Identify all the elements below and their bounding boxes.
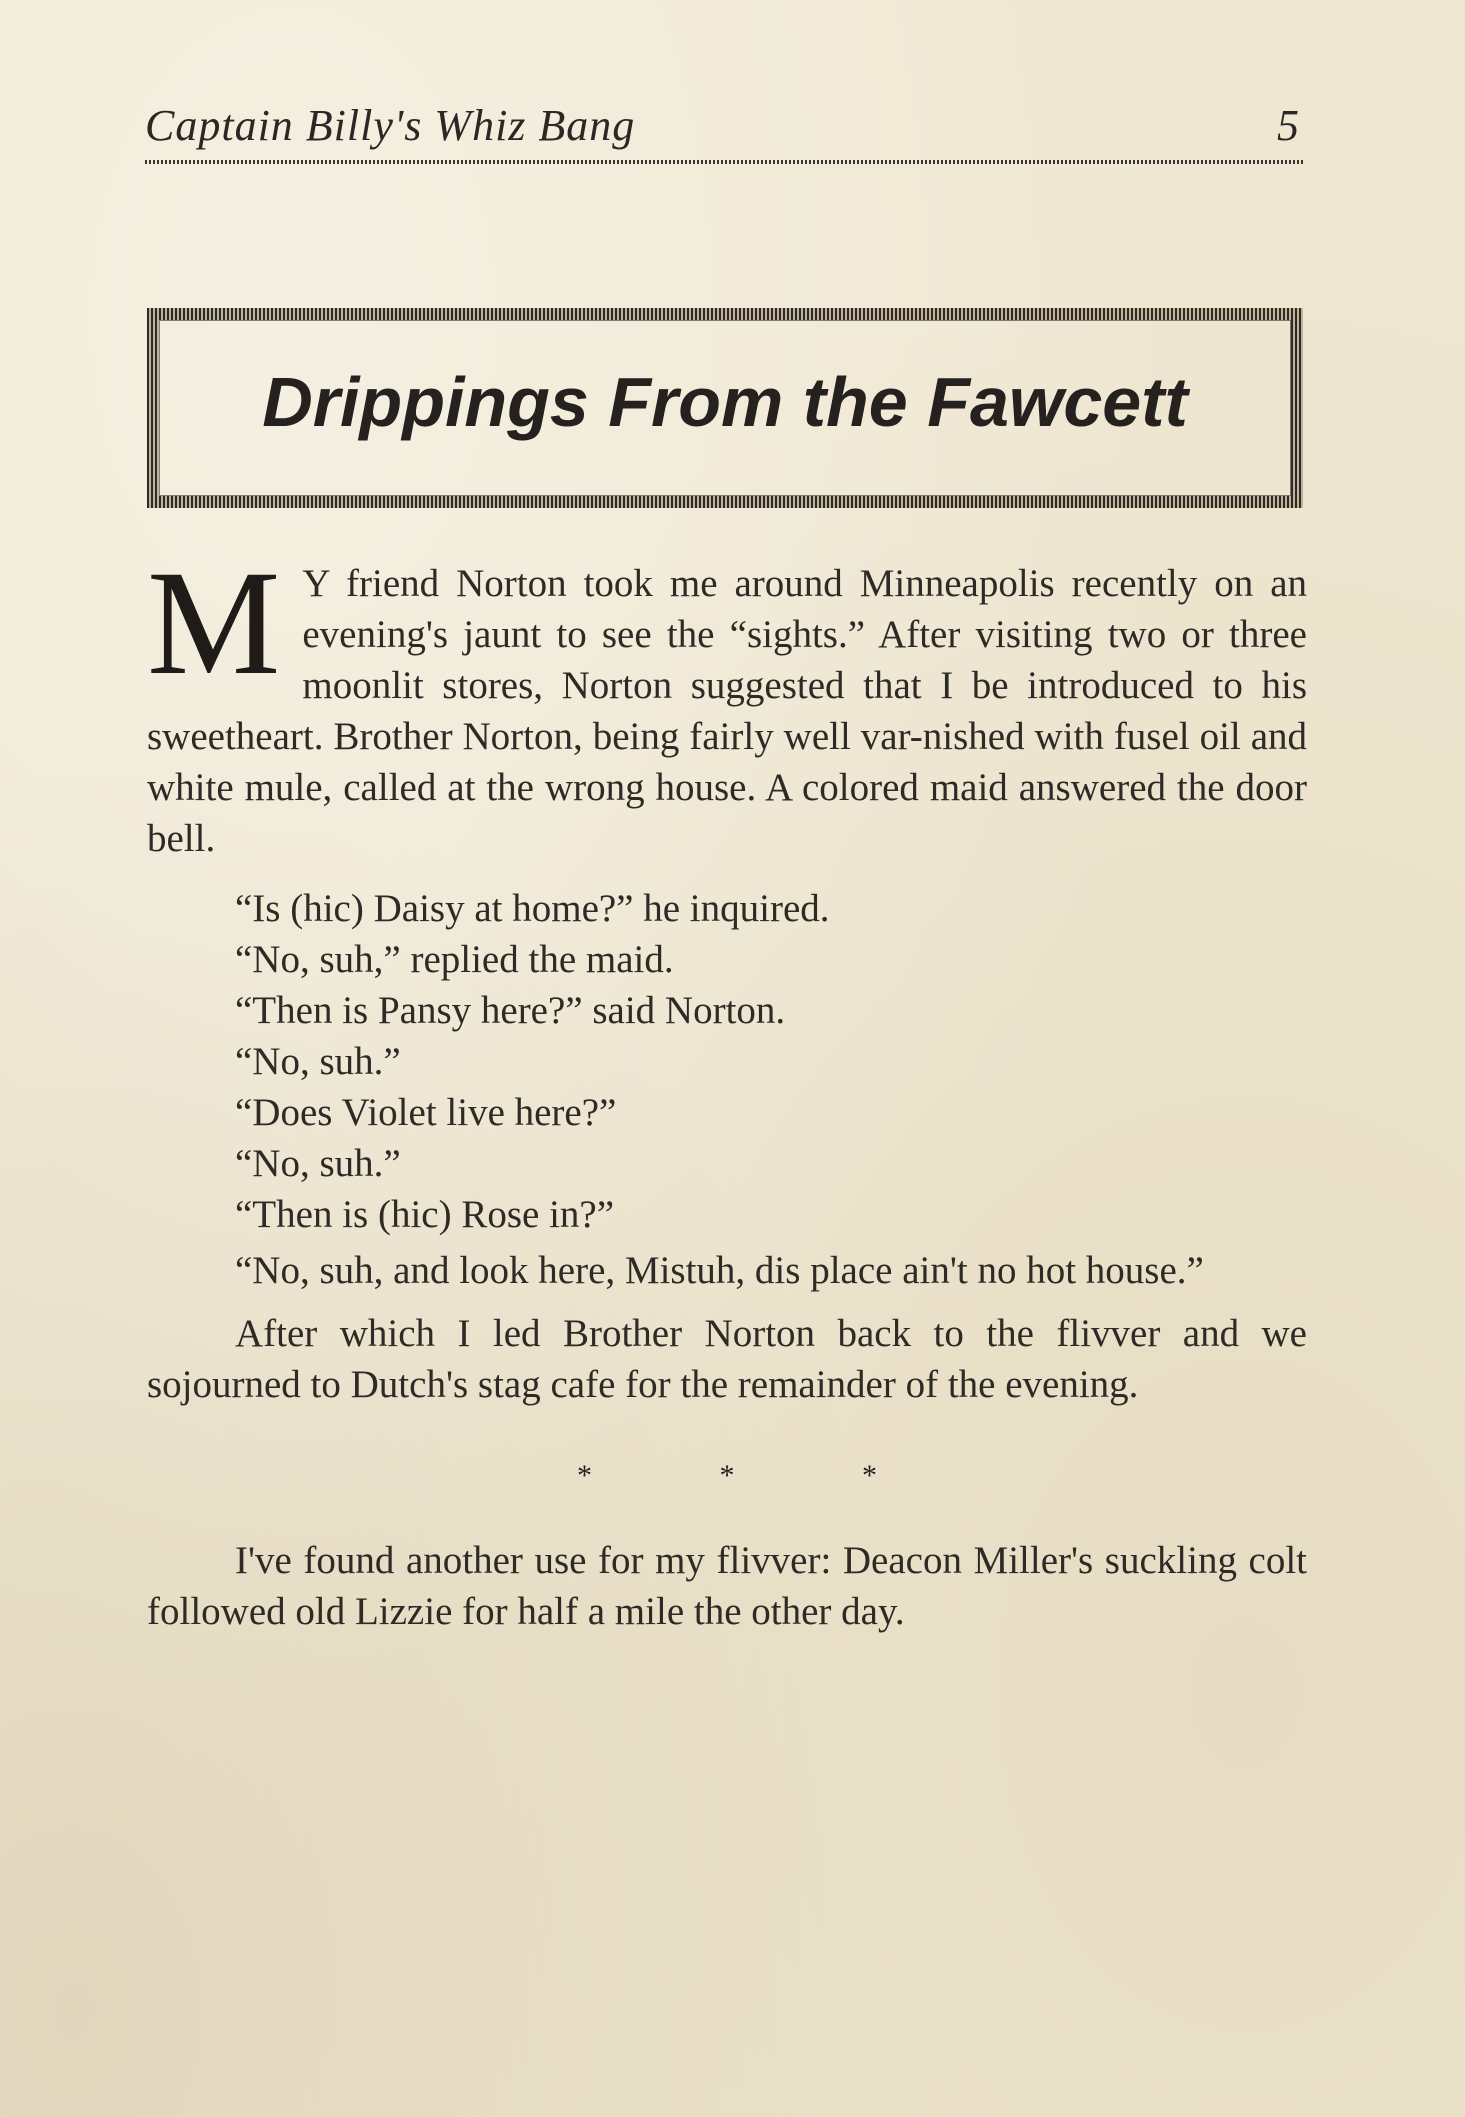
article-body — [147, 540, 1307, 1637]
running-header — [145, 100, 1305, 166]
dialog-line: “Does Violet live here?” — [235, 1091, 617, 1134]
dialog-block — [147, 883, 1307, 1240]
second-item-paragraph: I've found another use for my flivver: Deacon Miller's suckling colt followed old Lizzie for half a mile the other day. — [147, 1539, 1307, 1633]
running-title: Captain Billy's Whiz Bang — [145, 101, 636, 150]
lead-paragraph — [147, 540, 1307, 864]
closing-reply-paragraph: “No, suh, and look here, Mistuh, dis place ain't no hot house.” — [235, 1249, 1204, 1292]
drop-cap: M — [147, 540, 281, 706]
title-box — [147, 308, 1303, 508]
dialog-line: “Is (hic) Daisy at home?” he inquired. — [235, 887, 830, 930]
article-title: Drippings From the Fawcett — [262, 363, 1188, 441]
dialog-line: “No, suh.” — [235, 1040, 401, 1083]
dialog-line: “No, suh.” — [235, 1142, 401, 1185]
dialog-line: “Then is Pansy here?” said Norton. — [235, 989, 786, 1032]
page-number: 5 — [1277, 101, 1299, 150]
aftermath-paragraph: After which I led Brother Norton back to the flivver and we sojourned to Dutch's stag cafe for the remainder of the evening. — [147, 1312, 1307, 1406]
dialog-line: “No, suh,” replied the maid. — [235, 938, 674, 981]
header-rule — [145, 160, 1305, 164]
dialog-line: “Then is (hic) Rose in?” — [235, 1193, 615, 1236]
lead-paragraph-text: Y friend Norton took me around Minneapolis recently on an evening's jaunt to see the “sights.” After visiting two or three moonlit stores, Norton suggested that I be introduced to his sweetheart. Brother Norton, being fairly well var-nished with fusel oil and white mule, called at the wrong house. A colored maid answered the door bell. — [147, 562, 1307, 860]
section-separator: * * * — [577, 1459, 937, 1492]
